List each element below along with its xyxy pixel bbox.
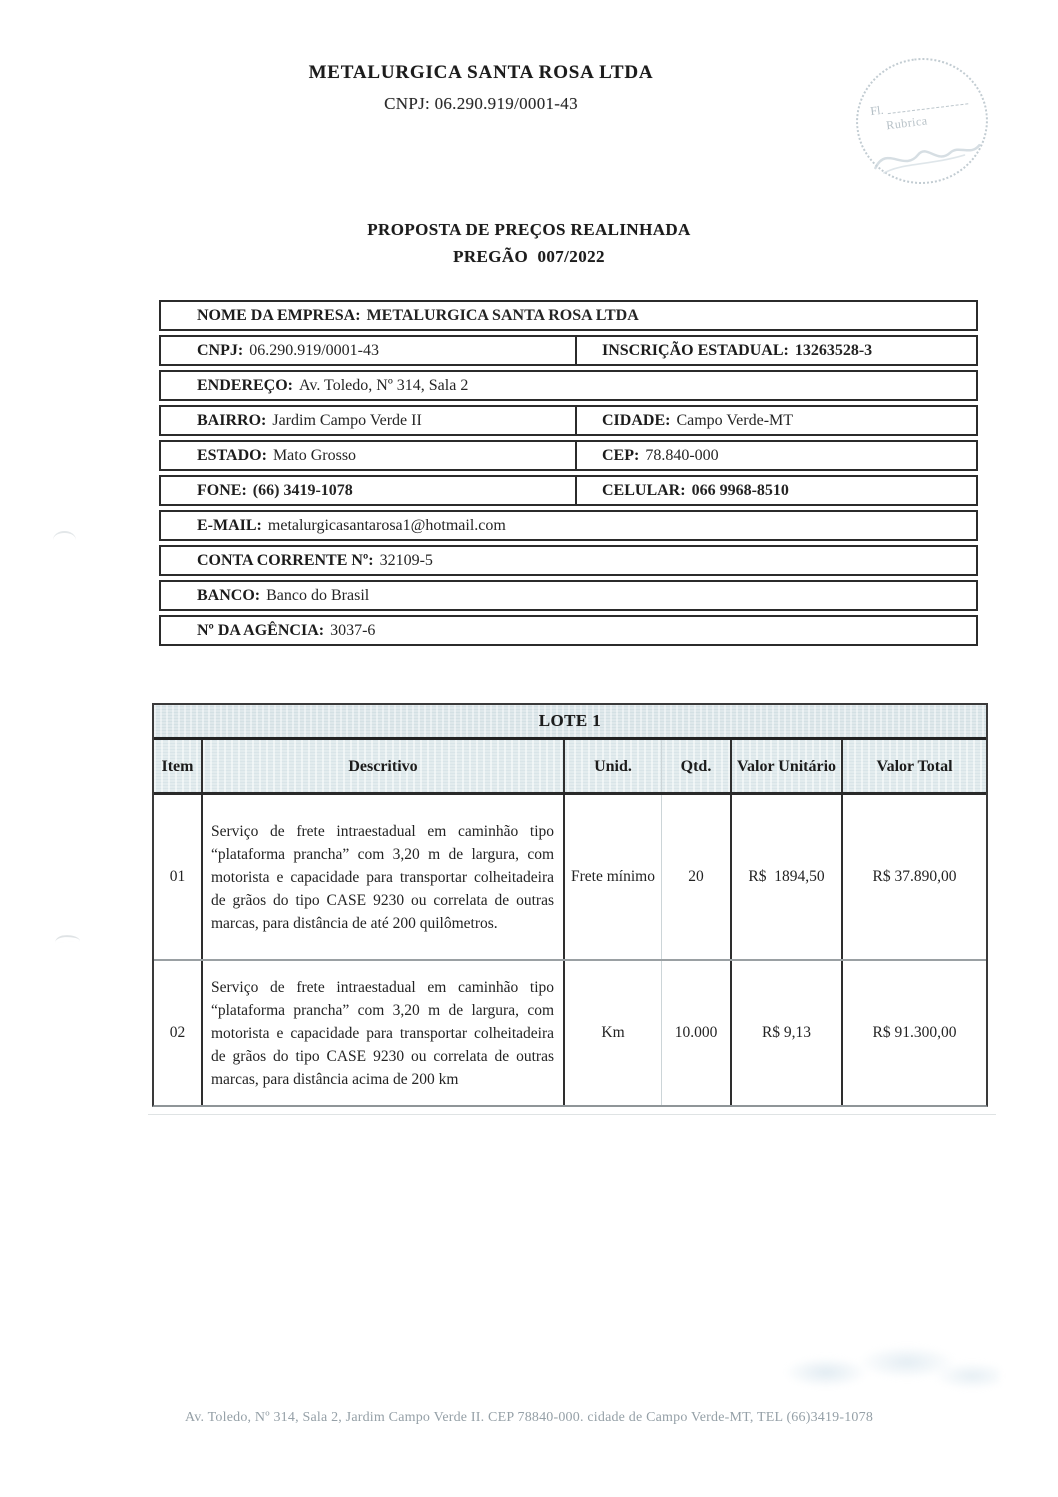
field-label: ESTADO:: [197, 446, 267, 464]
field-label: ENDEREÇO:: [197, 376, 294, 394]
field-label: BAIRRO:: [197, 411, 267, 429]
field-label: CONTA CORRENTE Nº:: [197, 551, 374, 569]
banco-cell: [161, 582, 976, 609]
price-table-header-row: [154, 740, 986, 795]
field-value: Campo Verde-MT: [676, 411, 794, 429]
field-value: metalurgicasantarosa1@hotmail.com: [267, 516, 506, 534]
field-value: Jardim Campo Verde II: [272, 411, 422, 429]
table-row: [159, 510, 978, 541]
field-value: METALURGICA SANTA ROSA LTDA: [366, 306, 639, 324]
estado-cell: [161, 442, 577, 469]
fone-cell: [161, 477, 577, 504]
column-header-valor-unitario: Valor Unitário: [732, 740, 843, 792]
table-row: [154, 961, 986, 1105]
table-row: [159, 405, 978, 436]
cidade-cell: [577, 407, 976, 434]
table-row: [159, 370, 978, 401]
table-row: [159, 580, 978, 611]
field-label: Nº DA AGÊNCIA:: [197, 621, 325, 639]
valor-total-cell: R$ 91.300,00: [872, 1024, 957, 1041]
stamp-rubrica-label: Rubrica: [885, 113, 929, 133]
scan-mark: [53, 531, 76, 540]
valor-total-cell: R$ 37.890,00: [872, 868, 957, 885]
email-cell: [161, 512, 976, 539]
unid-cell: Km: [565, 961, 662, 1105]
cep-cell: [577, 442, 976, 469]
document-subtitle: PREGÃO 007/2022: [453, 247, 605, 266]
lote-1-price-table: [152, 703, 988, 1107]
table-row: [159, 300, 978, 331]
table-row: [159, 440, 978, 471]
signature-scribble-icon: [866, 125, 986, 181]
column-header-item: Item: [154, 740, 203, 792]
field-value: 78.840-000: [645, 446, 719, 464]
valor-unitario-cell: R$ 1894,50: [732, 795, 843, 959]
table-row: [159, 475, 978, 506]
cnpj-cell: [161, 337, 577, 364]
faded-watermark: [768, 1335, 1000, 1403]
company-info-table: [159, 300, 978, 650]
scan-mark: [55, 934, 80, 942]
conta-corrente-cell: [161, 547, 976, 574]
table-row: [159, 335, 978, 366]
field-label: BANCO:: [197, 586, 261, 604]
bairro-cell: [161, 407, 577, 434]
field-label: FONE:: [197, 481, 247, 499]
company-name-heading: METALURGICA SANTA ROSA LTDA: [308, 62, 654, 83]
qtd-cell: 10.000: [662, 961, 732, 1105]
field-label: CEP:: [602, 446, 640, 464]
descritivo-text: Serviço de frete intraestadual em caminhão tipo “plataforma prancha” com 3,20 m de largura, com motorista e capacidade para transportar colheitadeira de grãos do tipo CASE 9230 ou correlata de outras marcas, para distância acima de 200 km: [211, 978, 554, 1088]
field-value: (66) 3419-1078: [252, 481, 353, 499]
table-row: [159, 615, 978, 646]
field-value: 06.290.919/0001-43: [249, 341, 379, 359]
inscricao-estadual-cell: [577, 337, 976, 364]
field-label: CELULAR:: [602, 481, 686, 499]
descritivo-cell: [203, 795, 565, 959]
document-title: PROPOSTA DE PREÇOS REALINHADA: [367, 220, 691, 239]
company-cnpj-line: CNPJ: 06.290.919/0001-43: [384, 94, 578, 113]
agencia-cell: [161, 617, 976, 644]
column-header-qtd: Qtd.: [662, 740, 732, 792]
item-number-cell: 01: [154, 795, 203, 959]
descritivo-text: Serviço de frete intraestadual em caminhão tipo “plataforma prancha” com 3,20 m de largura, com motorista e capacidade para transportar colheitadeira de grãos do tipo CASE 9230 ou correlata de outras marcas, para distância de até 200 quilômetros.: [211, 822, 554, 932]
field-value: Banco do Brasil: [266, 586, 370, 604]
field-label: E-MAIL:: [197, 516, 262, 534]
footer-address: Av. Toledo, Nº 314, Sala 2, Jardim Campo Verde II. CEP 78840-000. cidade de Campo Verde-MT, TEL (66)3419-1078: [184, 1410, 874, 1425]
field-value: Av. Toledo, Nº 314, Sala 2: [299, 376, 469, 394]
field-value: 13263528-3: [794, 341, 873, 359]
stamp-fl-label: Fl.: [869, 102, 885, 119]
field-value: 3037-6: [330, 621, 376, 639]
field-label: CIDADE:: [602, 411, 671, 429]
field-value: 066 9968-8510: [691, 481, 789, 499]
item-number-cell: 02: [154, 961, 203, 1105]
column-header-valor-total: Valor Total: [876, 757, 953, 775]
field-value: 32109-5: [379, 551, 433, 569]
field-label: CNPJ:: [197, 341, 244, 359]
unid-cell: Frete mínimo: [565, 795, 662, 959]
table-row: [159, 545, 978, 576]
valor-unitario-cell: R$ 9,13: [732, 961, 843, 1105]
table-row: [154, 795, 986, 961]
column-header-descritivo: Descritivo: [203, 740, 565, 792]
field-label: NOME DA EMPRESA:: [197, 306, 361, 324]
company-name-cell: [161, 302, 976, 329]
column-header-unid: Unid.: [565, 740, 662, 792]
endereco-cell: [161, 372, 976, 399]
lote-title-band: LOTE 1: [154, 705, 986, 740]
field-value: Mato Grosso: [272, 446, 357, 464]
field-label: INSCRIÇÃO ESTADUAL:: [602, 341, 789, 359]
celular-cell: [577, 477, 976, 504]
descritivo-cell: [203, 961, 565, 1105]
stamp-blank-line: [887, 95, 968, 114]
qtd-cell: 20: [662, 795, 732, 959]
scan-shadow-line: [148, 1114, 996, 1115]
